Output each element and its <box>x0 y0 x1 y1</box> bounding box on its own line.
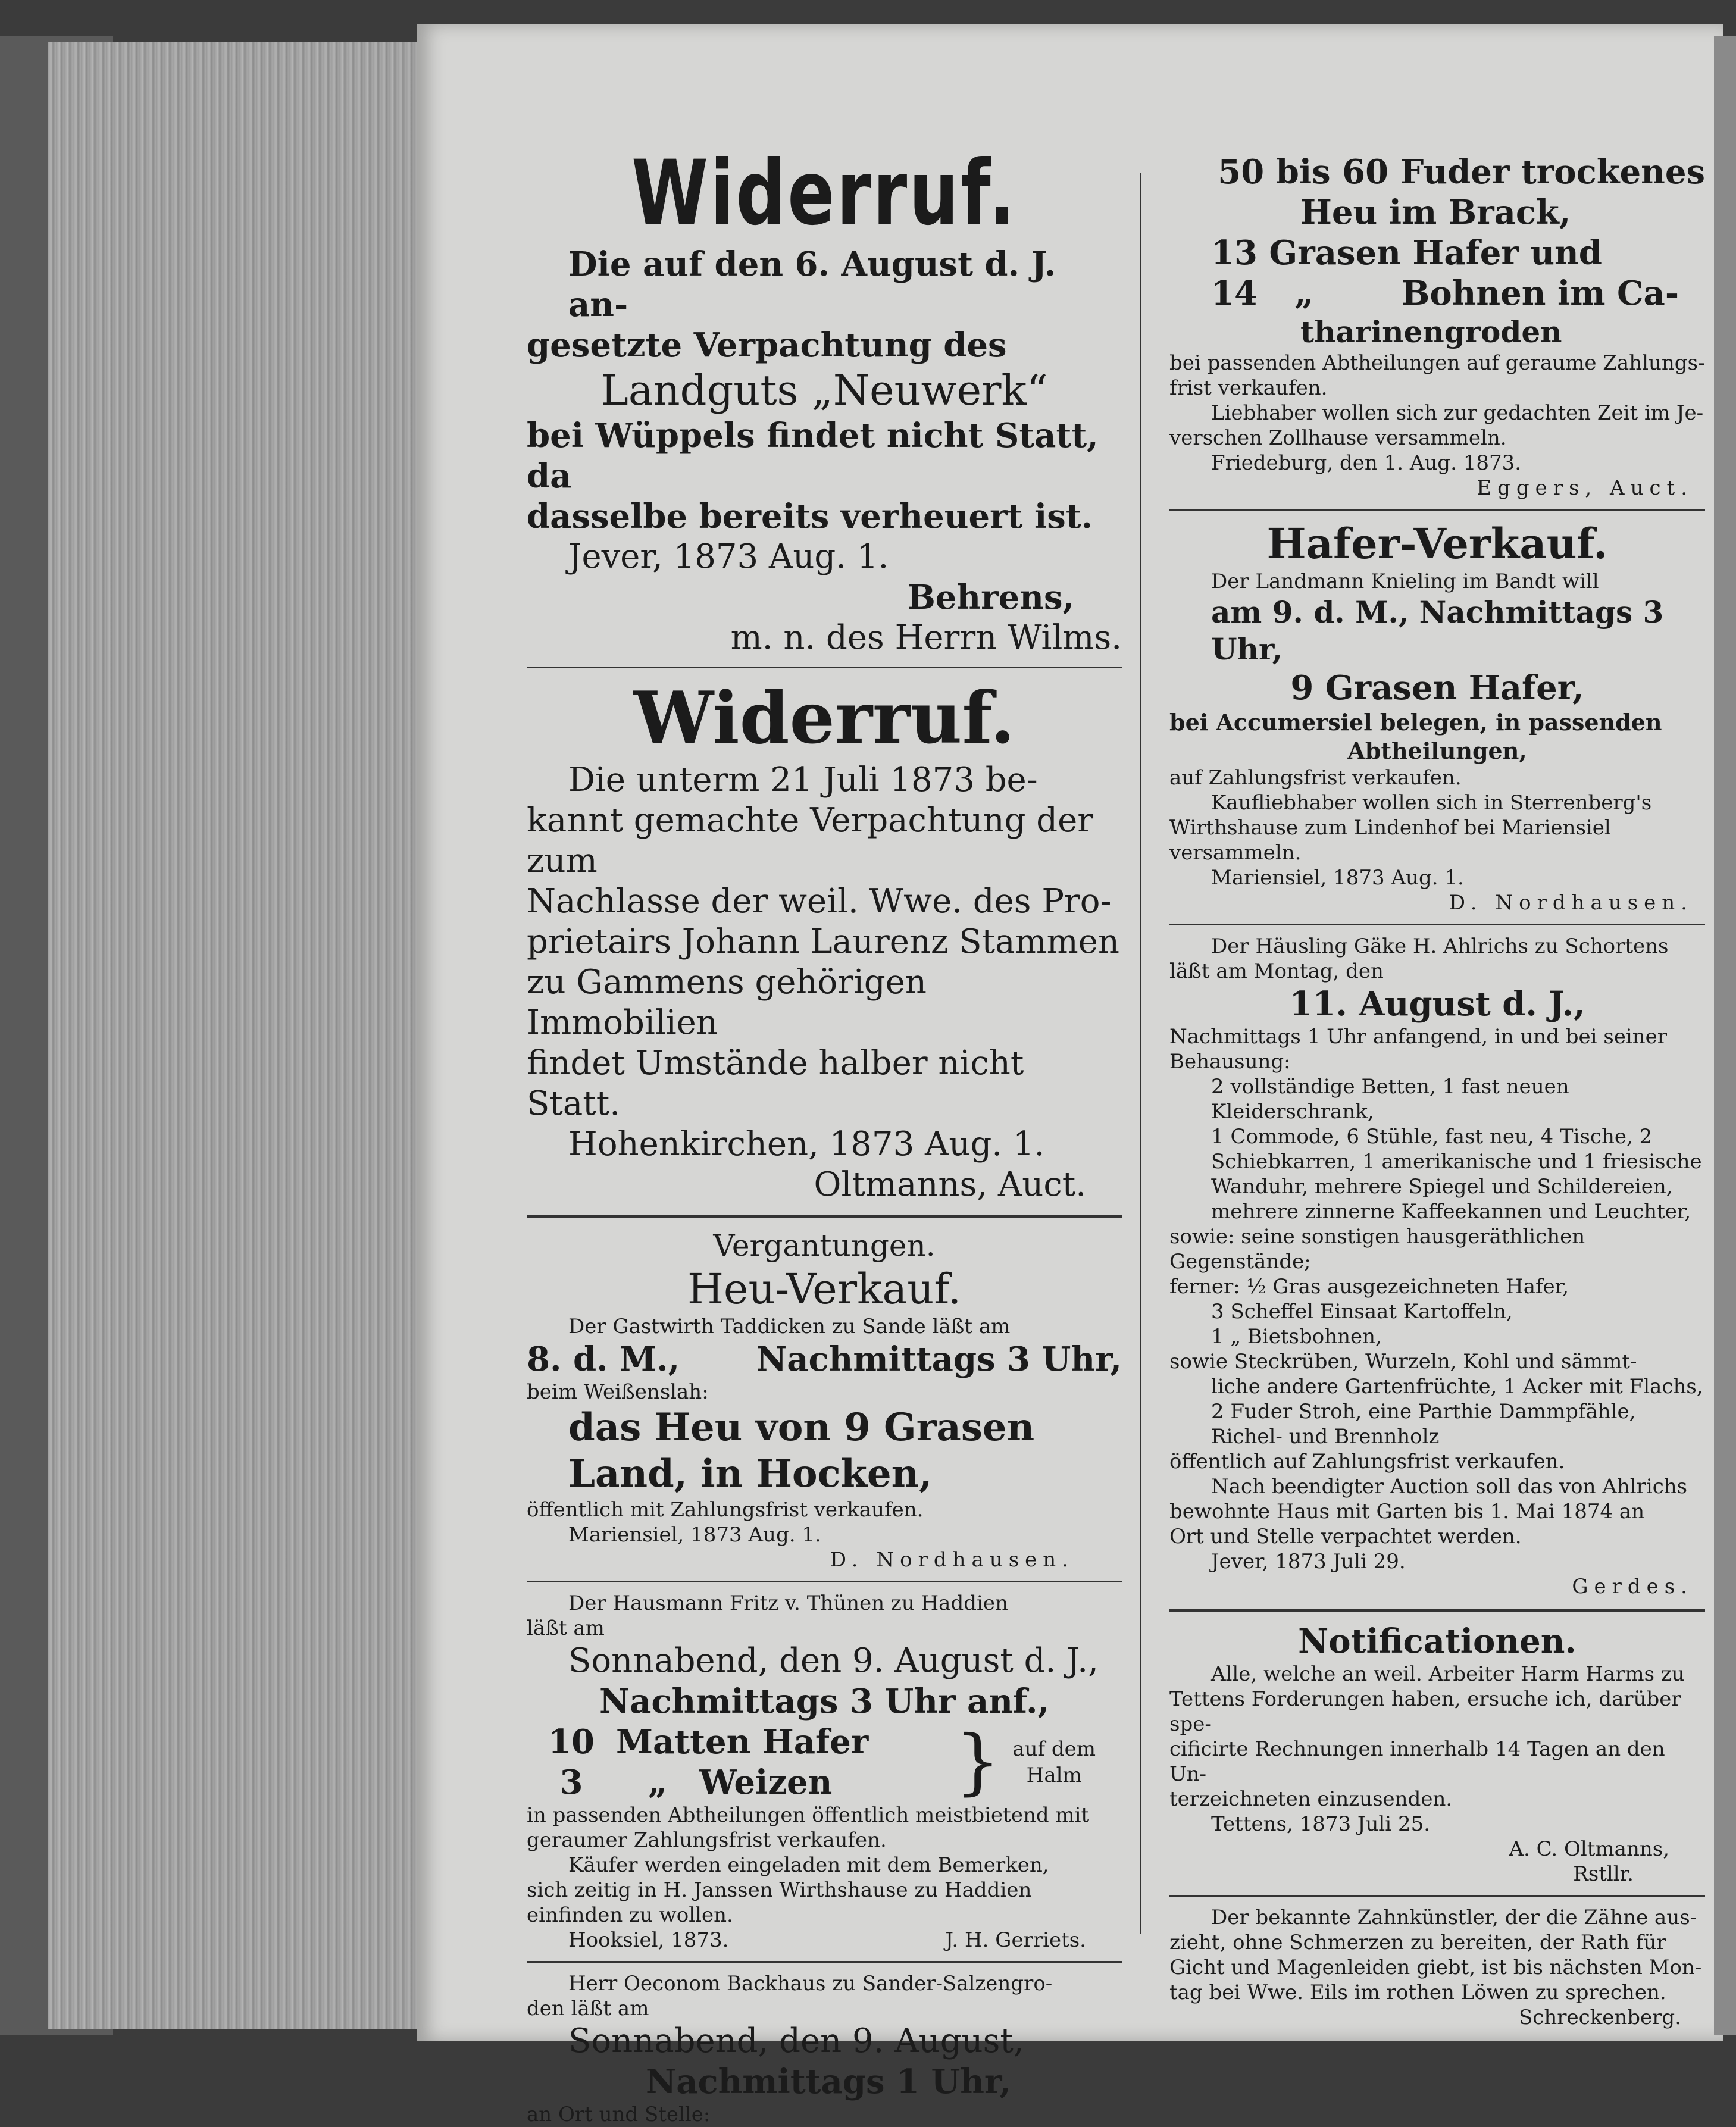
text-line: terzeichneten einzusenden. <box>1169 1787 1453 1811</box>
text-line: bewohnte Haus mit Garten bis 1. Mai 1874 an <box>1169 1500 1645 1524</box>
text-line: zu Gammens gehörigen Immobilien <box>527 963 927 1042</box>
signer: Oltmanns, Auct. <box>814 1165 1086 1204</box>
signer: Behrens, <box>907 578 1074 617</box>
item-line: Wanduhr, mehrere Spiegel und Schildereien, <box>1211 1175 1673 1199</box>
item-name: Matten Hafer <box>616 1722 869 1762</box>
place-date: Mariensiel, 1873 Aug. 1. <box>568 1523 821 1547</box>
text-line: dasselbe bereits verheuert ist. <box>527 497 1093 536</box>
item-line <box>527 1762 943 1803</box>
text-line: verschen Zollhause versammeln. <box>1169 426 1507 450</box>
signer: D. Nordhausen. <box>1449 891 1693 915</box>
divider <box>527 1581 1122 1582</box>
item-line: 2 vollständige Betten, 1 fast neuen Kleiderschrank, <box>1211 1075 1569 1124</box>
text-line: zieht, ohne Schmerzen zu bereiten, der Rath für <box>1169 1931 1666 1954</box>
text-line: läßt am Montag, den <box>1169 959 1384 983</box>
notice-notificationen <box>1169 1621 1705 1887</box>
notice-title: Notificationen. <box>1298 1622 1577 1661</box>
text-line: auf Zahlungsfrist verkaufen. <box>1169 766 1462 790</box>
text-line: geraumer Zahlungsfrist verkaufen. <box>527 1828 887 1852</box>
place-date: Hohenkirchen, 1873 Aug. 1. <box>568 1125 1045 1163</box>
text-line: Abtheilungen, <box>1347 737 1527 764</box>
text-line: bei Wüppels findet nicht Statt, da <box>527 416 1099 496</box>
date-line: am 9. d. M., Nachmittags 3 Uhr, <box>1211 595 1664 667</box>
text-line: an Ort und Stelle: <box>527 2103 711 2126</box>
highlight-line: 50 bis 60 Fuder trockenes <box>1218 152 1705 192</box>
item-line <box>527 1722 943 1762</box>
item-line: liche andere Gartenfrüchte, 1 Acker mit Flachs, <box>1211 1375 1703 1399</box>
brace-symbol: } <box>955 1721 1001 1803</box>
divider <box>527 667 1122 668</box>
notice-backhaus <box>527 1971 1122 2127</box>
item-quantity: 10 <box>548 1722 595 1762</box>
place-date: Hooksiel, 1873. <box>568 1928 729 1952</box>
text-line: Der Gastwirth Taddicken zu Sande läßt am <box>568 1315 1011 1338</box>
notice-title: Hafer-Verkauf. <box>1266 519 1608 568</box>
text-line: einfinden zu wollen. <box>527 1903 733 1927</box>
notice-widerruf-2 <box>527 677 1122 1205</box>
text-line: ferner: ½ Gras ausgezeichneten Hafer, <box>1169 1275 1569 1299</box>
notice-zahnkuenstler <box>1169 1905 1705 2030</box>
text-line: frist verkaufen. <box>1169 376 1328 400</box>
text-line: Die auf den 6. August d. J. an- <box>568 245 1056 324</box>
place-date: Jever, 1873 Aug. 1. <box>568 537 889 576</box>
notice-title: Heu-Verkauf. <box>687 1265 962 1313</box>
highlight-line <box>1169 273 1705 314</box>
highlight-line: das Heu von 9 Grasen <box>568 1405 1035 1450</box>
text-line: Tettens Forderungen haben, ersuche ich, darüber spe- <box>1169 1687 1681 1736</box>
text-line: sowie Steckrüben, Wurzeln, Kohl und sämmt- <box>1169 1350 1637 1374</box>
ditto-mark: „ <box>1294 274 1314 313</box>
notice-fuder <box>1169 152 1705 501</box>
divider <box>1169 1609 1705 1612</box>
signature-line <box>527 1928 1122 1953</box>
text-line: Kaufliebhaber wollen sich in Sterrenberg's <box>1211 791 1652 815</box>
highlight-line: 13 Grasen Hafer und <box>1211 233 1602 273</box>
section-heading: Vergantungen. <box>713 1228 936 1263</box>
items-with-brace <box>527 1722 1122 1803</box>
item-name: Weizen <box>699 1763 833 1802</box>
place-date: Friedeburg, den 1. Aug. 1873. <box>1211 451 1522 475</box>
item-line: Richel- und Brennholz <box>1211 1425 1440 1449</box>
divider <box>527 1961 1122 1963</box>
left-column <box>527 143 1122 2127</box>
page-stack <box>48 42 432 2029</box>
text-line: Der Landmann Knieling im Bandt will <box>1211 570 1599 593</box>
notice-widerruf-1 <box>527 143 1122 658</box>
place-date: Tettens, 1873 Juli 25. <box>1211 1812 1431 1836</box>
divider <box>527 1215 1122 1218</box>
text-line: Nach beendigter Auction soll das von Ahlrichs <box>1211 1475 1688 1499</box>
text-line: bei Accumersiel belegen, in passenden <box>1169 709 1662 736</box>
highlight-line: tharinengroden <box>1300 314 1562 349</box>
signer: Eggers, Auct. <box>1477 476 1693 500</box>
notice-ahlrichs <box>1169 934 1705 1599</box>
text-line: Ort und Stelle verpachtet werden. <box>1169 1525 1522 1549</box>
text-line: findet Umstände halber nicht Statt. <box>527 1044 1024 1123</box>
signer: D. Nordhausen. <box>830 1548 1074 1572</box>
next-page-edge <box>1714 36 1736 2035</box>
item-name: Bohnen im Ca- <box>1402 274 1679 313</box>
text-line: Die unterm 21 Juli 1873 be- <box>568 761 1038 799</box>
text-line: Behausung: <box>1169 1050 1291 1074</box>
date-line: Sonnabend, den 9. August, <box>568 2022 1024 2060</box>
signer: A. C. Oltmanns, <box>1509 1837 1669 1861</box>
text-line: sowie: seine sonstigen hausgeräthlichen Gegenstände; <box>1169 1225 1585 1274</box>
text-line: Herr Oeconom Backhaus zu Sander-Salzengro- <box>568 1972 1053 1995</box>
place-date: Jever, 1873 Juli 29. <box>1211 1550 1406 1574</box>
notice-thuenen <box>527 1591 1122 1953</box>
text-line: Alle, welche an weil. Arbeiter Harm Harms zu <box>1211 1662 1685 1686</box>
text-line: tag bei Wwe. Eils im rothen Löwen zu sprechen. <box>1169 1981 1666 2004</box>
highlight-line: 9 Grasen Hafer, <box>1290 668 1584 708</box>
text-line: cificirte Rechnungen innerhalb 14 Tagen an den Un- <box>1169 1737 1665 1786</box>
text-line: Der Hausmann Fritz v. Thünen zu Haddien <box>568 1591 1008 1615</box>
time-line: Nachmittags 3 Uhr anf., <box>599 1682 1050 1721</box>
notice-hafer-verkauf <box>1169 519 1705 915</box>
right-column <box>1169 152 1705 2030</box>
item-line: 2 Fuder Stroh, eine Parthie Dammpfähle, <box>1211 1400 1636 1424</box>
ditto-mark: „ <box>648 1763 668 1802</box>
notice-heu-verkauf <box>527 1227 1122 1572</box>
place-date: Mariensiel, 1873 Aug. 1. <box>1211 866 1464 890</box>
text-line: Käufer werden eingeladen mit dem Bemerken, <box>568 1853 1049 1877</box>
text-line: öffentlich mit Zahlungsfrist verkaufen. <box>527 1498 924 1522</box>
item-quantity: 14 <box>1211 274 1258 313</box>
text-line: beim Weißenslah: <box>527 1380 709 1404</box>
signer: J. H. Gerriets. <box>945 1928 1086 1952</box>
divider <box>1169 1895 1705 1897</box>
brace-note: auf dem Halm <box>1012 1737 1096 1787</box>
text-line: sich zeitig in H. Janssen Wirthshause zu Haddien <box>527 1878 1032 1902</box>
date-line: Sonnabend, den 9. August d. J., <box>568 1641 1099 1680</box>
signer: Schreckenberg. <box>1519 2006 1681 2029</box>
signer-detail: m. n. des Herrn Wilms. <box>730 618 1122 657</box>
item-line: 1 „ Bietsbohnen, <box>1211 1325 1382 1349</box>
text-line: den läßt am <box>527 1997 649 2020</box>
text-line: Wirthshause zum Lindenhof bei Mariensiel versammeln. <box>1169 816 1611 865</box>
time-line: Nachmittags 1 Uhr, <box>646 2062 1011 2101</box>
item-quantity: 3 <box>559 1763 583 1802</box>
signer-title: Rstllr. <box>1573 1862 1634 1886</box>
text-line: Liebhaber wollen sich zur gedachten Zeit im Je- <box>1211 401 1704 425</box>
text-line: läßt am <box>527 1616 605 1640</box>
text-line: Gicht und Magenleiden giebt, ist bis nächsten Mon- <box>1169 1956 1702 1979</box>
date-line: 11. August d. J., <box>1289 984 1585 1024</box>
item-line: Schiebkarren, 1 amerikanische und 1 friesische <box>1211 1150 1702 1174</box>
divider <box>1169 509 1705 511</box>
date-day: 8. d. M., <box>527 1340 680 1379</box>
item-line: 1 Commode, 6 Stühle, fast neu, 4 Tische, 2 <box>1211 1125 1653 1149</box>
text-line: kannt gemachte Verpachtung der zum <box>527 801 1094 880</box>
highlight-line: Land, in Hocken, <box>568 1452 933 1496</box>
column-divider <box>1140 173 1141 1934</box>
divider <box>1169 924 1705 925</box>
text-line: Landguts „Neuwerk“ <box>600 366 1048 415</box>
highlight-line: Heu im Brack, <box>1300 193 1571 232</box>
notice-title: Widerruf. <box>631 143 1017 244</box>
signer: Gerdes. <box>1572 1575 1693 1599</box>
text-line: öffentlich auf Zahlungsfrist verkaufen. <box>1169 1450 1565 1474</box>
date-time: Nachmittags 3 Uhr, <box>756 1340 1122 1379</box>
text-line: Nachlasse der weil. Wwe. des Pro- <box>527 882 1112 921</box>
text-line: Der bekannte Zahnkünstler, der die Zähne aus- <box>1211 1906 1697 1929</box>
text-line: Der Häusling Gäke H. Ahlrichs zu Schortens <box>1211 934 1669 958</box>
text-line: prietairs Johann Laurenz Stammen <box>527 922 1119 961</box>
text-line: bei passenden Abtheilungen auf geraume Zahlungs- <box>1169 351 1705 375</box>
notice-title: Widerruf. <box>633 676 1015 760</box>
date-line <box>527 1339 1122 1380</box>
text-line: Nachmittags 1 Uhr anfangend, in und bei seiner <box>1169 1025 1668 1049</box>
text-line: gesetzte Verpachtung des <box>527 326 1007 365</box>
text-line: in passenden Abtheilungen öffentlich meistbietend mit <box>527 1803 1090 1827</box>
item-line: 3 Scheffel Einsaat Kartoffeln, <box>1211 1300 1513 1324</box>
item-line: mehrere zinnerne Kaffeekannen und Leuchter, <box>1211 1200 1691 1224</box>
